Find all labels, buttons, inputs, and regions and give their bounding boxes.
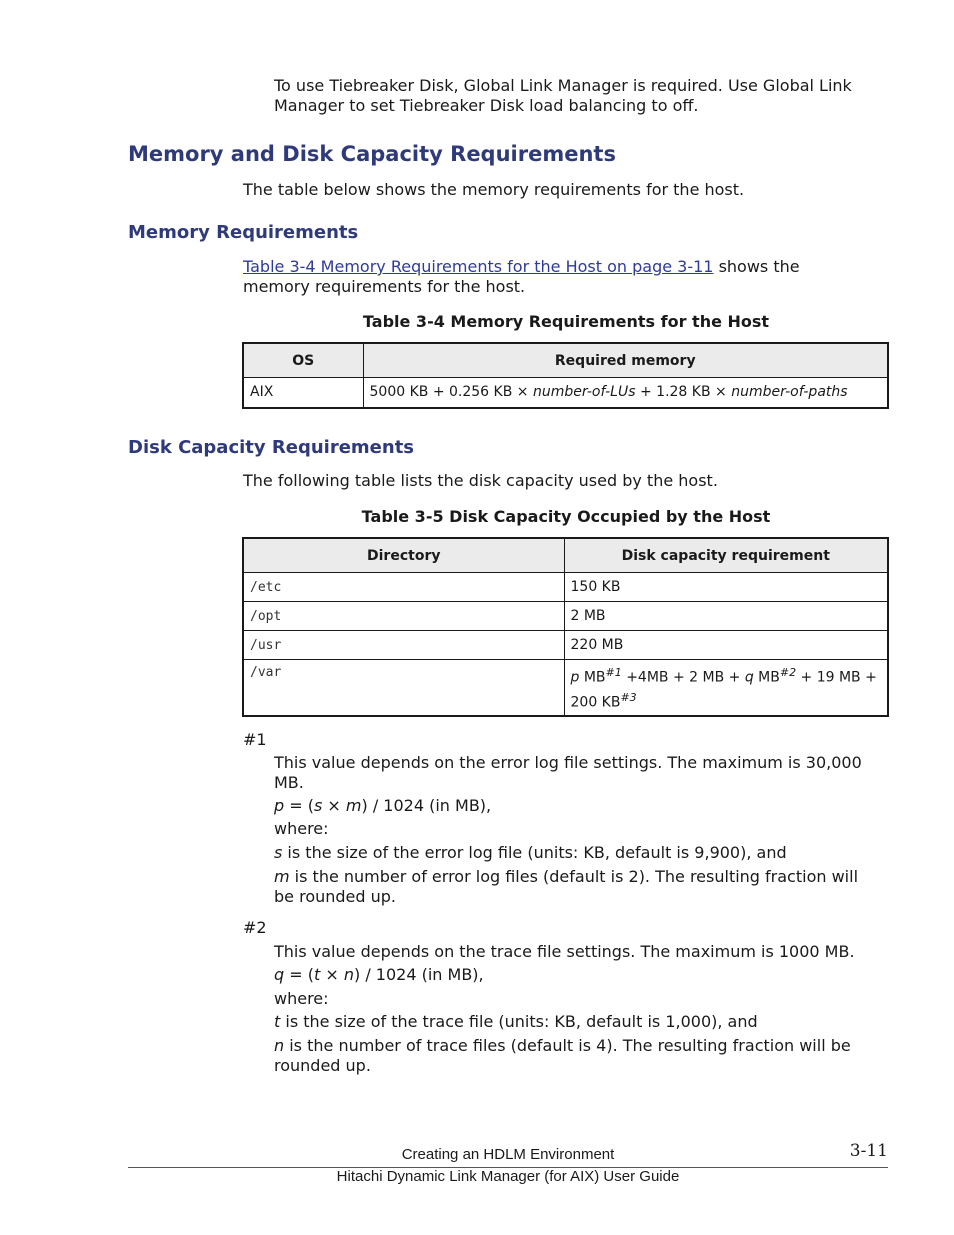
table-header-row <box>243 343 888 378</box>
table-row <box>243 631 888 660</box>
footer-guide-title: Hitachi Dynamic Link Manager (for AIX) User Guide <box>336 1168 680 1185</box>
formula-text: = ( <box>284 796 314 815</box>
var-q: q <box>744 669 754 686</box>
disk-heading: Disk Capacity Requirements <box>128 437 415 458</box>
var-text: +4MB + 2 MB + <box>621 669 745 686</box>
note-2-t-definition <box>274 1012 758 1032</box>
formula-text: × <box>320 965 344 984</box>
cell-os: AIX <box>243 378 363 408</box>
cell-capacity: 220 MB <box>564 631 888 660</box>
var-t: t <box>274 1012 281 1031</box>
section-title: Memory and Disk Capacity Requirements <box>128 142 616 166</box>
var-p: p <box>274 796 285 815</box>
note-2-where: where: <box>274 989 329 1008</box>
note-1-formula <box>274 796 491 816</box>
memory-formula-var-lus: number-of-LUs <box>532 384 636 401</box>
table-row <box>243 660 888 717</box>
table-row <box>243 602 888 631</box>
memory-formula-part: + 1.28 KB × <box>635 384 732 401</box>
memory-table <box>242 342 889 409</box>
footer-chapter: Creating an HDLM Environment <box>401 1146 615 1163</box>
cell-capacity: 150 KB <box>564 573 888 602</box>
page-number: 3-11 <box>849 1141 888 1161</box>
memory-formula-var-paths: number-of-paths <box>731 384 848 401</box>
note-2-n-definition <box>274 1036 914 1076</box>
disk-intro: The following table lists the disk capacity used by the host. <box>243 471 718 490</box>
var-t: t <box>313 965 321 984</box>
formula-text: ) / 1024 (in MB), <box>353 965 484 984</box>
definition-text: rounded up. <box>274 1056 371 1075</box>
intro-line-1: To use Tiebreaker Disk, Global Link Manager is required. Use Global Link <box>274 76 852 95</box>
table-3-4-link[interactable]: Table 3-4 Memory Requirements for the Host on page 3-11 <box>243 257 714 276</box>
section-intro: The table below shows the memory requirements for the host. <box>243 180 745 199</box>
note-1-line: This value depends on the error log file settings. The maximum is 30,000 <box>274 753 862 772</box>
column-header-directory: Directory <box>243 538 564 573</box>
cell-directory: /var <box>243 660 564 717</box>
var-s: s <box>313 796 323 815</box>
definition-text: is the number of trace files (default is 4). The resulting fraction will be <box>284 1036 851 1055</box>
var-m: m <box>274 867 290 886</box>
var-m: m <box>345 796 362 815</box>
cell-required-memory <box>363 378 888 408</box>
formula-text: × <box>322 796 346 815</box>
note-1-line: MB. <box>274 773 304 792</box>
definition-text: is the size of the error log file (units: KB, default is 9,900), and <box>282 843 787 862</box>
column-header-required-memory: Required memory <box>363 343 888 378</box>
table-row <box>243 378 888 408</box>
var-text: MB <box>753 669 780 686</box>
note-1-s-definition <box>274 843 787 863</box>
intro-line-2: Manager to set Tiebreaker Disk load balancing to off. <box>274 96 699 115</box>
table-row <box>243 573 888 602</box>
var-text: MB <box>579 669 606 686</box>
definition-text: is the number of error log files (default is 2). The resulting fraction will <box>289 867 859 886</box>
column-header-os: OS <box>243 343 363 378</box>
cell-directory: /usr <box>243 631 564 660</box>
definition-text: be rounded up. <box>274 887 397 906</box>
note-2-label: #2 <box>243 918 267 937</box>
note-1-body <box>274 753 914 793</box>
table-header-row <box>243 538 888 573</box>
var-q: q <box>274 965 285 984</box>
memory-heading: Memory Requirements <box>128 222 359 243</box>
column-header-disk-capacity: Disk capacity requirement <box>564 538 888 573</box>
var-s: s <box>274 843 283 862</box>
footnote-ref-2: #2 <box>779 666 797 679</box>
intro-paragraph <box>274 76 914 116</box>
footnote-ref-3: #3 <box>620 690 637 704</box>
var-p: p <box>570 669 580 686</box>
note-1-label: #1 <box>243 730 267 749</box>
note-1-m-definition <box>274 867 914 907</box>
disk-table <box>242 537 889 717</box>
memory-intro-line-2: memory requirements for the host. <box>243 277 526 296</box>
memory-intro <box>243 257 893 297</box>
cell-capacity: 2 MB <box>564 602 888 631</box>
definition-text: is the size of the trace file (units: KB, default is 1,000), and <box>280 1012 758 1031</box>
formula-text: = ( <box>284 965 314 984</box>
cell-directory: /opt <box>243 602 564 631</box>
var-n: n <box>343 965 354 984</box>
cell-directory: /etc <box>243 573 564 602</box>
note-2-body: This value depends on the trace file settings. The maximum is 1000 MB. <box>274 942 855 961</box>
memory-formula-part: 5000 KB + 0.256 KB × <box>369 384 533 401</box>
note-1-where: where: <box>274 819 329 838</box>
var-n: n <box>274 1036 285 1055</box>
table-3-4-caption: Table 3-4 Memory Requirements for the Host <box>362 312 770 331</box>
table-3-5-caption: Table 3-5 Disk Capacity Occupied by the Host <box>361 507 771 526</box>
cell-capacity <box>564 660 888 717</box>
formula-text: ) / 1024 (in MB), <box>361 796 492 815</box>
var-text: 200 KB <box>570 694 621 711</box>
footnote-ref-1: #1 <box>605 666 622 679</box>
note-2-formula <box>274 965 484 985</box>
var-text: + 19 MB + <box>796 669 877 686</box>
memory-intro-after-link: shows the <box>713 257 800 276</box>
